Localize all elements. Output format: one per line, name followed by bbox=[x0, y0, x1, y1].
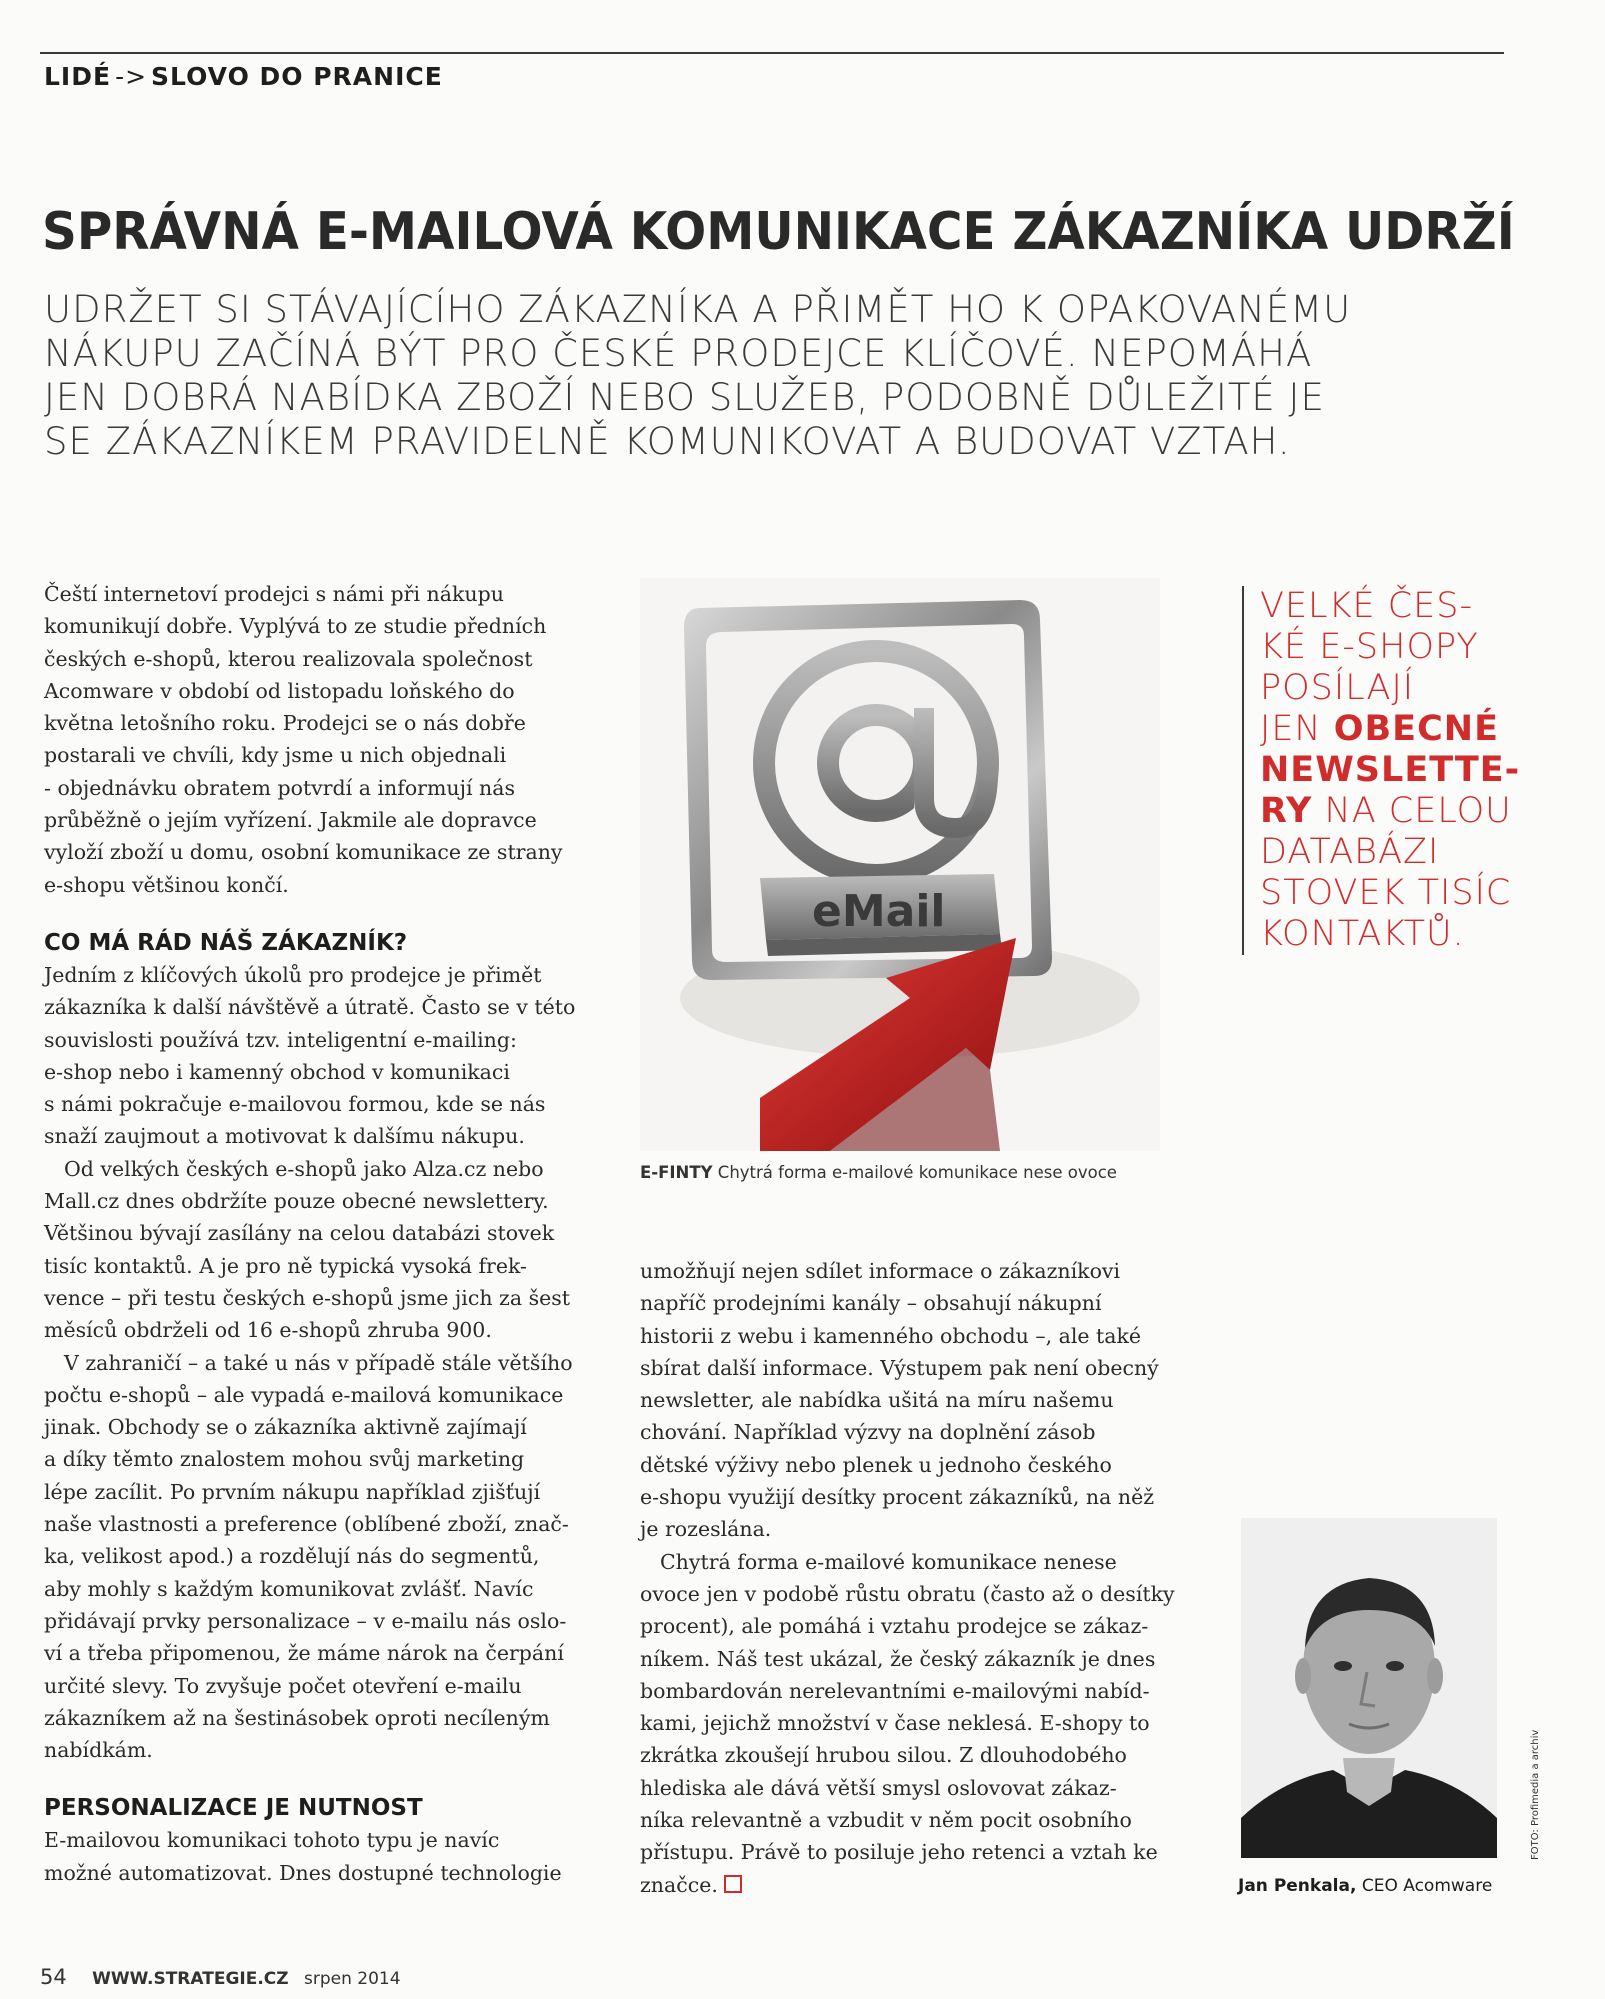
text-line: určité slevy. To zvyšuje počet otevření e-mailu bbox=[44, 1673, 522, 1698]
caption-label: E-FINTY bbox=[640, 1163, 713, 1182]
text-line: vyloží zboží u domu, osobní komunikace ze strany bbox=[44, 840, 563, 865]
text-line: a díky těmto znalostem mohou svůj marketing bbox=[44, 1447, 525, 1472]
portrait-caption bbox=[1238, 1876, 1492, 1896]
pull-line: KÉ E-SHOPY bbox=[1260, 627, 1479, 667]
text-line: - objednávku obratem potvrdí a informují nás bbox=[44, 775, 515, 800]
text-line: napříč prodejními kanály – obsahují nákupní bbox=[640, 1291, 1102, 1316]
pull-text: NA CELOU bbox=[1312, 791, 1512, 831]
subheading-1: CO MÁ RÁD NÁŠ ZÁKAZNÍK? bbox=[44, 929, 408, 956]
top-rule bbox=[40, 52, 1504, 54]
text-line: tisíc kontaktů. A je pro ně typická vysoká frek- bbox=[44, 1253, 527, 1278]
text-line: měsíců obdrželi od 16 e-shopů zhruba 900. bbox=[44, 1318, 492, 1343]
subheading-2: PERSONALIZACE JE NUTNOST bbox=[44, 1795, 423, 1822]
caption-text: Chytrá forma e-mailové komunikace nese ovoce bbox=[717, 1163, 1117, 1182]
text-line: ka, velikost apod.) a rozdělují nás do segmentů, bbox=[44, 1544, 540, 1569]
pull-line bbox=[1260, 709, 1540, 750]
paragraph-4 bbox=[44, 1347, 604, 1767]
text-line: ovoce jen v podobě růstu obratu (často až o desítky bbox=[640, 1581, 1175, 1606]
pull-line: KONTAKTŮ. bbox=[1260, 914, 1465, 954]
text-line: s námi pokračuje e-mailovou formou, kde se nás bbox=[44, 1092, 546, 1117]
text-line: umožňují nejen sdílet informace o zákazníkovi bbox=[640, 1259, 1121, 1283]
end-mark-icon bbox=[724, 1875, 742, 1893]
page-number: 54 bbox=[40, 1965, 67, 1989]
section-arrow: -> bbox=[115, 62, 148, 91]
text-line: Acomware v období od listopadu loňského do bbox=[44, 678, 515, 703]
pull-line bbox=[1260, 750, 1540, 791]
text-line: jinak. Obchody se o zákazníka aktivně zajímají bbox=[44, 1415, 527, 1440]
photo-credit: FOTO: Profimedia a archiv bbox=[1530, 1729, 1541, 1860]
pull-line bbox=[1260, 791, 1540, 832]
text-line: V zahraničí – a také u nás v případě stále většího bbox=[64, 1350, 573, 1375]
portrait-photo bbox=[1241, 1518, 1497, 1858]
text-line: hlediska ale dává větší smysl oslovovat zákaz- bbox=[640, 1775, 1117, 1800]
text-line: historii z webu i kamenného obchodu –, ale také bbox=[640, 1323, 1142, 1348]
text-line bbox=[640, 1869, 1210, 1901]
issue-date: srpen 2014 bbox=[304, 1969, 401, 1989]
text-line: přidávají prvky personalizace – v e-mailu nás oslo- bbox=[44, 1608, 567, 1633]
text-line: postarali ve chvíli, kdy jsme u nich objednali bbox=[44, 743, 507, 768]
pull-line: DATABÁZI bbox=[1260, 832, 1440, 872]
lead-line: JEN DOBRÁ NABÍDKA ZBOŽÍ NEBO SLUŽEB, PODOBNĚ DŮLEŽITÉ JE bbox=[44, 376, 1325, 419]
email-at-symbol-icon bbox=[640, 578, 1160, 1151]
person-portrait-icon bbox=[1241, 1518, 1497, 1858]
text-line: Mall.cz dnes obdržíte pouze obecné newslettery. bbox=[44, 1189, 549, 1214]
text-line: naše vlastnosti a preference (oblíbené zboží, znač- bbox=[44, 1512, 569, 1537]
text-line: newsletter, ale nabídka ušitá na míru našemu bbox=[640, 1388, 1114, 1413]
text-line: vence – při testu českých e-shopů jsme jich za šest bbox=[44, 1285, 570, 1310]
paragraph-2 bbox=[44, 959, 604, 1153]
lead-paragraph bbox=[44, 288, 1424, 464]
lead-line: SE ZÁKAZNÍKEM PRAVIDELNĚ KOMUNIKOVAT A BUDOVAT VZTAH. bbox=[44, 420, 1291, 463]
portrait-name: Jan Penkala, bbox=[1238, 1876, 1357, 1896]
pull-line: VELKÉ ČES- bbox=[1260, 586, 1474, 626]
text-line: níka relevantně a vzbudit v něm pocit osobního bbox=[640, 1808, 1132, 1833]
text-line: Chytrá forma e-mailové komunikace nenese bbox=[660, 1549, 1117, 1574]
text-line: ví a třeba připomenou, že máme nárok na čerpání bbox=[44, 1641, 564, 1666]
text-line: zkrátka zkoušejí hrubou silou. Z dlouhodobého bbox=[640, 1743, 1127, 1768]
paragraph-6 bbox=[640, 1255, 1210, 1546]
text-line: zákazníka k další návštěvě a útratě. Často se v této bbox=[44, 995, 576, 1020]
text-line: Jedním z klíčových úkolů pro prodejce je přimět bbox=[44, 962, 542, 987]
email-plate-label: eMail bbox=[812, 886, 946, 937]
middle-column bbox=[640, 1255, 1210, 1901]
text-line: procent), ale pomáhá i vztahu prodejce se zákaz- bbox=[640, 1614, 1149, 1639]
section-label bbox=[44, 62, 443, 91]
text-line: lépe zacílit. Po prvním nákupu například zjišťují bbox=[44, 1479, 541, 1504]
text-line: chování. Například výzvy na doplnění zásob bbox=[640, 1420, 1096, 1445]
text-line: E-mailovou komunikaci tohoto typu je navíc bbox=[44, 1828, 500, 1853]
text-fragment: značce. bbox=[640, 1872, 718, 1897]
text-line: e-shop nebo i kamenný obchod v komunikaci bbox=[44, 1059, 510, 1084]
text-line: dětské výživy nebo plenek u jednoho českého bbox=[640, 1452, 1112, 1477]
website-link[interactable]: WWW.STRATEGIE.CZ bbox=[92, 1969, 289, 1989]
pull-line: POSÍLAJÍ bbox=[1260, 668, 1415, 708]
text-line: průběžně o jejím vyřízení. Jakmile ale dopravce bbox=[44, 808, 537, 833]
text-line: e-shopu většinou končí. bbox=[44, 872, 289, 897]
lead-line: UDRŽET SI STÁVAJÍCÍHO ZÁKAZNÍKA A PŘIMĚT HO K OPAKOVANÉMU bbox=[44, 288, 1352, 331]
text-line: komunikují dobře. Vyplývá to ze studie předních bbox=[44, 614, 547, 639]
headline: SPRÁVNÁ E-MAILOVÁ KOMUNIKACE ZÁKAZNÍKA UDRŽÍ bbox=[42, 202, 1515, 262]
text-line: českých e-shopů, kterou realizovala společnost bbox=[44, 646, 533, 671]
text-line: je rozeslána. bbox=[640, 1517, 772, 1542]
section-part-1: LIDÉ bbox=[44, 62, 112, 91]
text-line: Čeští internetoví prodejci s námi při nákupu bbox=[44, 582, 504, 606]
paragraph-7 bbox=[640, 1546, 1210, 1901]
text-line: aby mohly s každým komunikovat zvlášť. Navíc bbox=[44, 1576, 534, 1601]
pull-emphasis: OBECNÉ bbox=[1333, 709, 1499, 749]
text-line: souvislosti používá tzv. inteligentní e-mailing: bbox=[44, 1027, 517, 1052]
pull-text: JEN bbox=[1260, 709, 1334, 749]
text-line: Většinou bývají zasílány na celou databázi stovek bbox=[44, 1221, 555, 1246]
text-line: sbírat další informace. Výstupem pak není obecný bbox=[640, 1355, 1159, 1380]
left-column bbox=[44, 578, 604, 1889]
text-line: bombardován nerelevantními e-mailovými nabíd- bbox=[640, 1678, 1150, 1703]
text-line: níkem. Náš test ukázal, že český zákazník je dnes bbox=[640, 1646, 1156, 1671]
image-caption bbox=[640, 1163, 1117, 1182]
text-line: Od velkých českých e-shopů jako Alza.cz nebo bbox=[64, 1156, 544, 1181]
text-line: kami, jejichž množství v čase neklesá. E-shopy to bbox=[640, 1711, 1150, 1736]
text-line: e-shopu využijí desítky procent zákazníků, na něž bbox=[640, 1485, 1155, 1510]
email-illustration bbox=[640, 578, 1160, 1151]
paragraph-1 bbox=[44, 578, 604, 901]
text-line: května letošního roku. Prodejci se o nás dobře bbox=[44, 711, 526, 736]
text-line: zákazníkem až na šestinásobek oproti necíleným bbox=[44, 1705, 550, 1730]
paragraph-5 bbox=[44, 1824, 604, 1889]
text-line: snaží zaujmout a motivovat k dalšímu nákupu. bbox=[44, 1124, 525, 1149]
pull-quote bbox=[1242, 586, 1540, 955]
section-part-2: SLOVO DO PRANICE bbox=[151, 62, 443, 91]
pull-emphasis: RY bbox=[1260, 791, 1313, 831]
page-footer bbox=[40, 1965, 401, 1989]
lead-line: NÁKUPU ZAČÍNÁ BÝT PRO ČESKÉ PRODEJCE KLÍČOVÉ. NEPOMÁHÁ bbox=[44, 332, 1313, 375]
portrait-role: CEO Acomware bbox=[1361, 1876, 1493, 1896]
text-line: možné automatizovat. Dnes dostupné technologie bbox=[44, 1860, 562, 1885]
text-line: přístupu. Právě to posiluje jeho retenci a vztah ke bbox=[640, 1840, 1158, 1865]
pull-line: STOVEK TISÍC bbox=[1260, 873, 1512, 913]
text-line: nabídkám. bbox=[44, 1738, 153, 1763]
text-line: počtu e-shopů – ale vypadá e-mailová komunikace bbox=[44, 1382, 564, 1407]
paragraph-3 bbox=[44, 1153, 604, 1347]
pull-emphasis: NEWSLETTE- bbox=[1260, 750, 1521, 790]
